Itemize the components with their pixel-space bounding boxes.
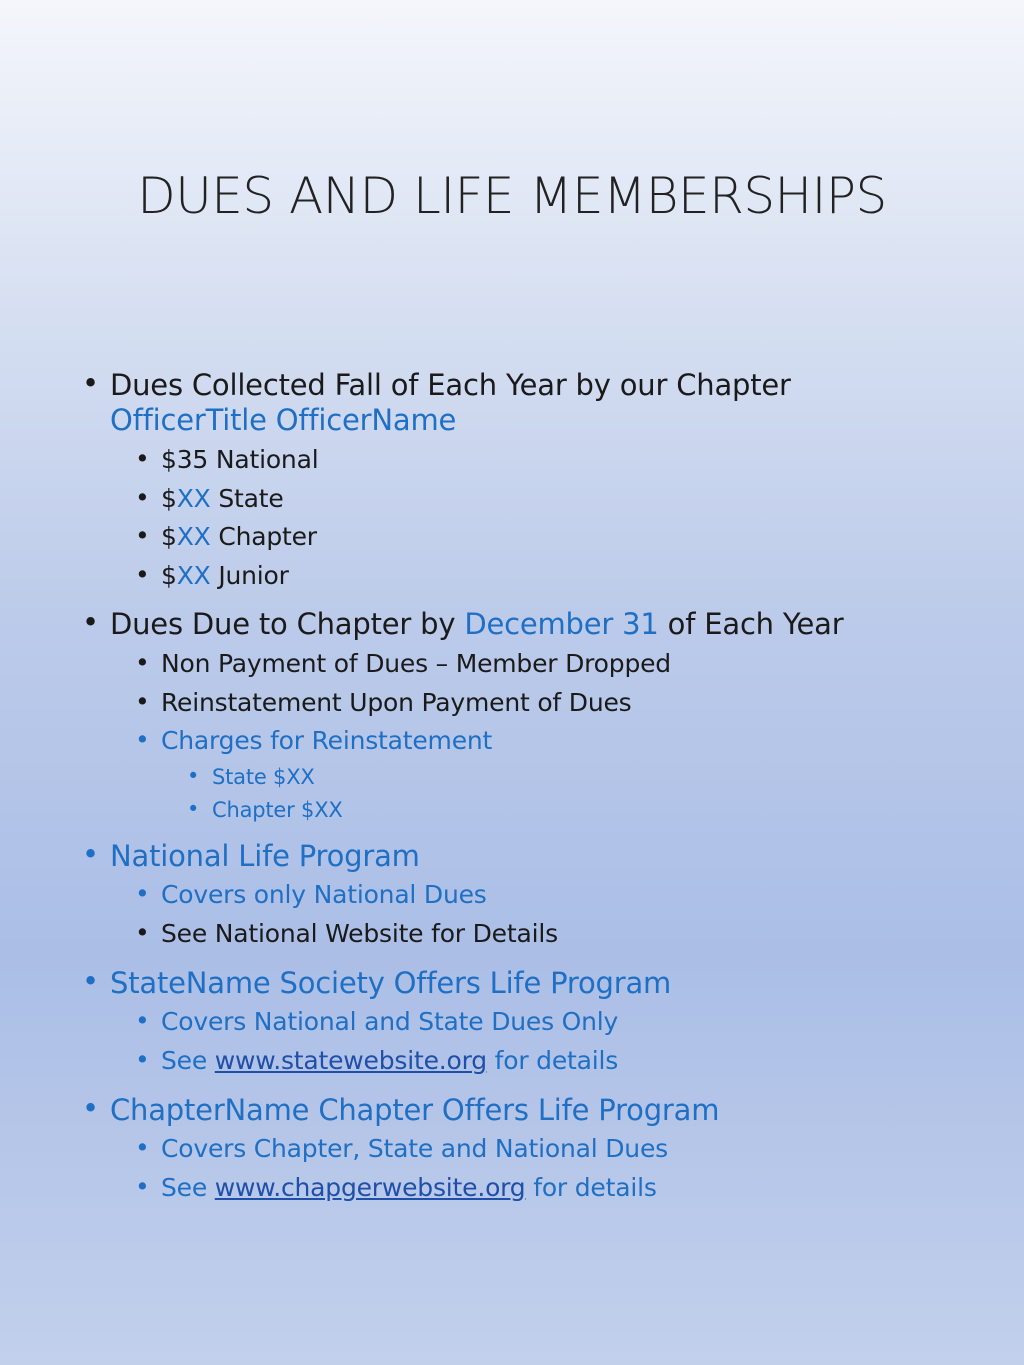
- dues-collected-text: Dues Collected Fall of Each Year by our Chapter: [110, 368, 791, 402]
- bullet-dot: •: [135, 483, 150, 512]
- bullet-dot: •: [135, 1133, 150, 1162]
- bullet-dot: •: [135, 879, 150, 908]
- bullet-dot: •: [135, 444, 150, 473]
- officer-name: OfficerTitle OfficerName: [110, 403, 457, 437]
- state-covers-text: Covers National and State Dues Only: [161, 1007, 619, 1036]
- reinstatement-text: Reinstatement Upon Payment of Dues: [161, 688, 632, 717]
- bullet-dot: •: [135, 687, 150, 716]
- national-covers-text: Covers only National Dues: [161, 880, 487, 909]
- national-dues-amount: $35 National: [161, 445, 319, 474]
- state-website-link[interactable]: www.statewebsite.org: [214, 1046, 487, 1075]
- state-life-program: StateName Society Offers Life Program: [110, 966, 672, 1000]
- charge-chapter-text: Chapter $XX: [212, 798, 343, 822]
- bullet-dot: •: [82, 366, 99, 400]
- chapter-website-link[interactable]: www.chapgerwebsite.org: [214, 1173, 526, 1202]
- charge-state-text: State $XX: [212, 765, 315, 789]
- bullet-dot: •: [187, 764, 200, 788]
- bullet-dot: •: [135, 918, 150, 947]
- bullet-dot: •: [135, 560, 150, 589]
- national-life-program: National Life Program: [110, 839, 420, 873]
- state-see-text: See www.statewebsite.org for details: [161, 1046, 619, 1075]
- charges-reinstatement-text: Charges for Reinstatement: [161, 726, 493, 755]
- bullet-dot: •: [135, 1006, 150, 1035]
- bullet-dot: •: [135, 1045, 150, 1074]
- bullet-dot: •: [135, 1172, 150, 1201]
- state-dues-amount: $XX State: [161, 484, 284, 513]
- chapter-life-program: ChapterName Chapter Offers Life Program: [110, 1093, 720, 1127]
- non-payment-text: Non Payment of Dues – Member Dropped: [161, 649, 671, 678]
- chapter-covers-text: Covers Chapter, State and National Dues: [161, 1134, 668, 1163]
- bullet-dot: •: [82, 1091, 99, 1125]
- national-see-text: See National Website for Details: [161, 919, 558, 948]
- chapter-dues-amount: $XX Chapter: [161, 522, 317, 551]
- dues-due-text: Dues Due to Chapter by December 31 of Each Year: [110, 607, 844, 641]
- bullet-dot: •: [135, 725, 150, 754]
- bullet-dot: •: [135, 521, 150, 550]
- slide-title: DUES AND LIFE MEMBERSHIPS: [137, 167, 887, 225]
- bullet-dot: •: [82, 964, 99, 998]
- bullet-dot: •: [187, 797, 200, 821]
- bullet-dot: •: [82, 605, 99, 639]
- bullet-dot: •: [82, 837, 99, 871]
- junior-dues-amount: $XX Junior: [161, 561, 289, 590]
- chapter-see-text: See www.chapgerwebsite.org for details: [161, 1173, 657, 1202]
- bullet-dot: •: [135, 648, 150, 677]
